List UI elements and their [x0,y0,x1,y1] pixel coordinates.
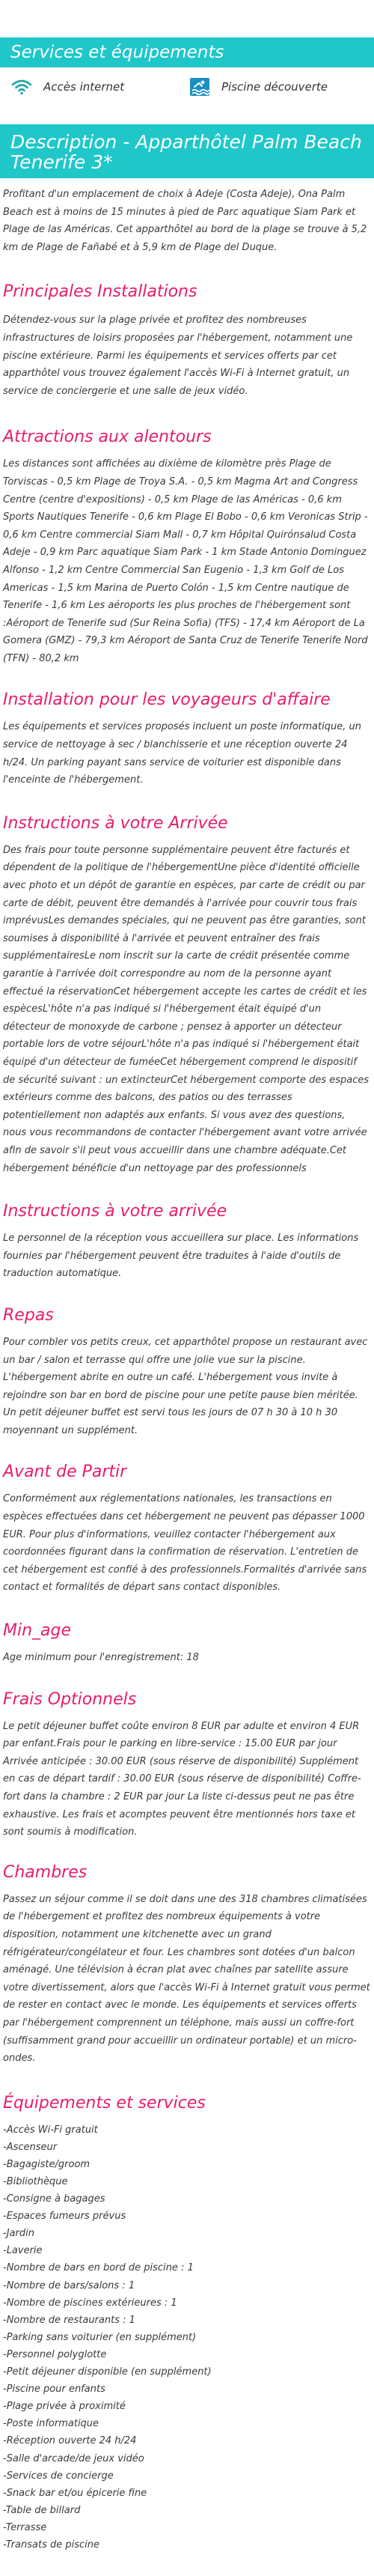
list-item: -Espaces fumeurs prévus [3,2211,126,2223]
list-item: -Bibliothèque [3,2176,68,2187]
list-item: -Snack bar et/ou épicerie fine [3,2487,147,2499]
before-leaving-text: Conformément aux réglementations nationales, les transactions en espèces effectuées dans cet hébergement ne peuvent pas dépasser 1000 EUR. Pour plus d'informations, veuillez contacter l'hébergement aux coordonnées figurant dans la confirmation de réservation. L'entretien de cet hébergement est confié à des professionnels.Formalités d'arrivée sans contact et formalités de départ sans contact disponibles. [3,1493,367,1594]
business-text: Les équipements et services proposés incluent un poste informatique, un service de nettoyage à sec / blanchisserie et une réception ouverte 24 h/24. Un parking payant sans service de voiturier est disponible dans l'enceinte de l'hébergement. [3,721,361,786]
optional-fees-heading: Frais Optionnels [3,1689,137,1709]
list-item: -Petit déjeuner disponible (en supplément) [3,2366,212,2378]
business-heading: Installation pour les voyageurs d'affaire [3,690,331,710]
arrival-instructions-heading: Instructions à votre Arrivée [3,813,228,833]
wifi-icon [9,78,34,96]
optional-fees-text: Le petit déjeuner buffet coûte environ 8 EUR par adulte et environ 4 EUR par enfant.Frais pour le parking en libre-service : 15.00 EUR par jour Arrivée anticipée : 30.00 EUR (sous réserve de disponibilité) Supplément en cas de départ tardif : 30.00 EUR (sous réserve de disponibilité) Coffre-fort dans la chambre : 2 EUR par jour La liste ci-dessus peut ne pas être exhaustive. Les frais et acomptes peuvent être mentionnés hors taxe et sont soumis à modification. [3,1720,361,1838]
list-item: -Nombre de piscines extérieures : 1 [3,2297,177,2309]
rooms-text: Passez un séjour comme il se doit dans une des 318 chambres climatisées de l'hébergement et profitez des nombreux équipements à votre disposition, notamment une kitchenette avec un grand réfrigérateur/congélateur et four. Les chambres sont dotées d'un balcon aménagé. Une télévision à écran plat avec chaînes par satellite assure votre divertissement, alors que l'accès Wi-Fi à Internet gratuit vous permet de rester en contact avec le monde. Les équipements et services offerts par l'hébergement comprennent un téléphone, mais aussi un coffre-fort (suffisamment grand pour accueillir un ordinateur portable) et un micro-ondes. [3,1893,370,2065]
equipment-list [3,2121,371,2554]
pool-icon [187,78,212,96]
list-item: -Ascenseur [3,2141,58,2153]
list-item: -Poste informatique [3,2418,99,2430]
list-item: -Personnel polyglotte [3,2348,107,2360]
meals-text: Pour combler vos petits creux, cet apparthôtel propose un restaurant avec un bar / salon et terrasse qui offre une jolie vue sur la piscine. L'hébergement abrite en outre un café. L'hébergement vous invite à rejoindre son bar en bord de piscine pour une petite pause bien méritée. Un petit déjeuner buffet est servi tous les jours de 07 h 30 à 10 h 30 moyennant un supplément. [3,1336,368,1436]
list-item: -Accès Wi-Fi gratuit [3,2124,98,2136]
list-item: -Salle d'arcade/de jeux vidéo [3,2452,144,2464]
rooms-heading: Chambres [3,1862,88,1882]
list-item: -Jardin [3,2228,34,2240]
list-item: -Réception ouverte 24 h/24 [3,2435,137,2447]
installations-text: Détendez-vous sur la plage privée et profitez des nombreuses infrastructures de loisirs proposées par l'hébergement, notamment une piscine extérieure. Parmi les équipements et services offerts par cet apparthôtel vous trouvez également l'accès Wi-Fi à Internet gratuit, un service de conciergerie et une salle de jeux vidéo. [3,315,353,397]
description-title-bar [0,124,374,178]
list-item: -Laverie [3,2245,43,2257]
list-item: -Terrasse [3,2521,47,2533]
amenity-internet [9,78,187,96]
amenities-row [0,70,374,103]
services-title-bar [0,37,374,67]
amenity-internet-label: Accès internet [43,80,125,94]
services-title: Services et équipements [10,43,224,62]
amenity-pool [187,78,365,96]
intro-text: Profitant d'un emplacement de choix à Adeje (Costa Adeje), Ona Palm Beach est à moins de 15 minutes à pied de Parc aquatique Siam Park et Plage de las Américas. Cet apparthôtel au bord de la plage se trouve à 5,2 km de Plage de Fañabé et à 5,9 km de Plage del Duque. [3,189,367,253]
arrival-reception-text: Le personnel de la réception vous accueillera sur place. Les informations fournies par l'hébergement peuvent être traduites à l'aide d'outils de traduction automatique. [3,1233,359,1280]
meals-heading: Repas [3,1305,54,1325]
min-age-heading: Min_age [3,1621,72,1641]
amenity-pool-label: Piscine découverte [221,80,328,94]
list-item: -Services de concierge [3,2470,114,2482]
list-item: -Nombre de bars en bord de piscine : 1 [3,2262,194,2274]
before-leaving-heading: Avant de Partir [3,1462,127,1482]
list-item: -Table de billard [3,2504,81,2516]
content-section [0,186,374,2554]
arrival-reception-heading: Instructions à votre arrivée [3,1202,227,1221]
min-age-text: Age minimum pour l'enregistrement: 18 [3,1652,199,1664]
list-item: -Plage privée à proximité [3,2401,126,2413]
attractions-text: Les distances sont affichées au dixième de kilomètre près Plage de Torviscas - 0,5 km Plage de Troya S.A. - 0,5 km Magma Art and Congress Centre (centre d'expositions) - 0,5 km Plage de las Américas - 0,6 km Sports Nautiques Tenerife - 0,6 km Plage El Bobo - 0,6 km Veronicas Strip - 0,6 km Centre commercial Siam Mall - 0,7 km Hôpital Quirónsalud Costa Adeje - 0,9 km Parc aquatique Siam Park - 1 km Stade Antonio Dominguez Alfonso - 1,2 km Centre Commercial San Eugenio - 1,3 km Golf de Los Americas - 1,5 km Marina de Puerto Colón - 1,5 km Centre nautique de Tenerife - 1,6 km Les aéroports les plus proches de l'hébergement sont :Aéroport de Tenerife sud (Sur Reina Sofia) (TFS) - 17,4 km Aéroport de La Gomera (GMZ) - 79,3 km Aéroport de Santa Cruz de Tenerife Tenerife Nord (TFN) - 80,2 km [3,458,368,664]
list-item: -Nombre de restaurants : 1 [3,2314,135,2326]
list-item: -Parking sans voiturier (en supplément) [3,2331,197,2343]
attractions-heading: Attractions aux alentours [3,428,212,447]
list-item: -Piscine pour enfants [3,2384,105,2396]
hotel-description-page [0,37,374,2554]
list-item: -Nombre de bars/salons : 1 [3,2279,135,2291]
arrival-instructions-text: Des frais pour toute personne supplémentaire peuvent être facturés et dépendent de la politique de l'hébergementUne pièce d'identité officielle avec photo et un dépôt de garantie en espèces, par carte de crédit ou par carte de débit, peuvent être demandés à l'arrivée pour couvrir tous frais imprévusLes demandes spéciales, qui ne peuvent pas être garanties, sont soumises à disponibilité à l'arrivée et peuvent entraîner des frais supplémentairesLe nom inscrit sur la carte de crédit présentée comme garantie à l'arrivée doit correspondre au nom de la personne ayant effectué la réservationCet hébergement accepte les cartes de crédit et les espècesL'hôte n'a pas indiqué si l'hébergement était équipé d'un détecteur de monoxyde de carbone ; pensez à apporter un détecteur portable lors de votre séjourL'hôte n'a pas indiqué si l'hébergement était équipé d'un détecteur de fuméeCet hébergement comprend le dispositif de sécurité suivant : un extincteurCet hébergement comporte des espaces extérieurs comme des balcons, des patios ou des terrasses potentiellement non adaptés aux enfants. Si vous avez des questions, nous vous recommandons de contacter l'hébergement avant votre arrivée afin de savoir s'il peut vous accueillir dans une chambre adéquate.Cet hébergement bénéficie d'un nettoyage par des professionnels [3,844,370,1174]
list-item: -Transats de piscine [3,2539,99,2551]
installations-heading: Principales Installations [3,282,197,302]
description-title: Description - Apparthôtel Palm Beach Tenerife 3* [10,131,362,173]
list-item: -Bagagiste/groom [3,2158,91,2170]
list-item: -Consigne à bagages [3,2193,105,2205]
equipment-heading: Équipements et services [3,2093,206,2112]
